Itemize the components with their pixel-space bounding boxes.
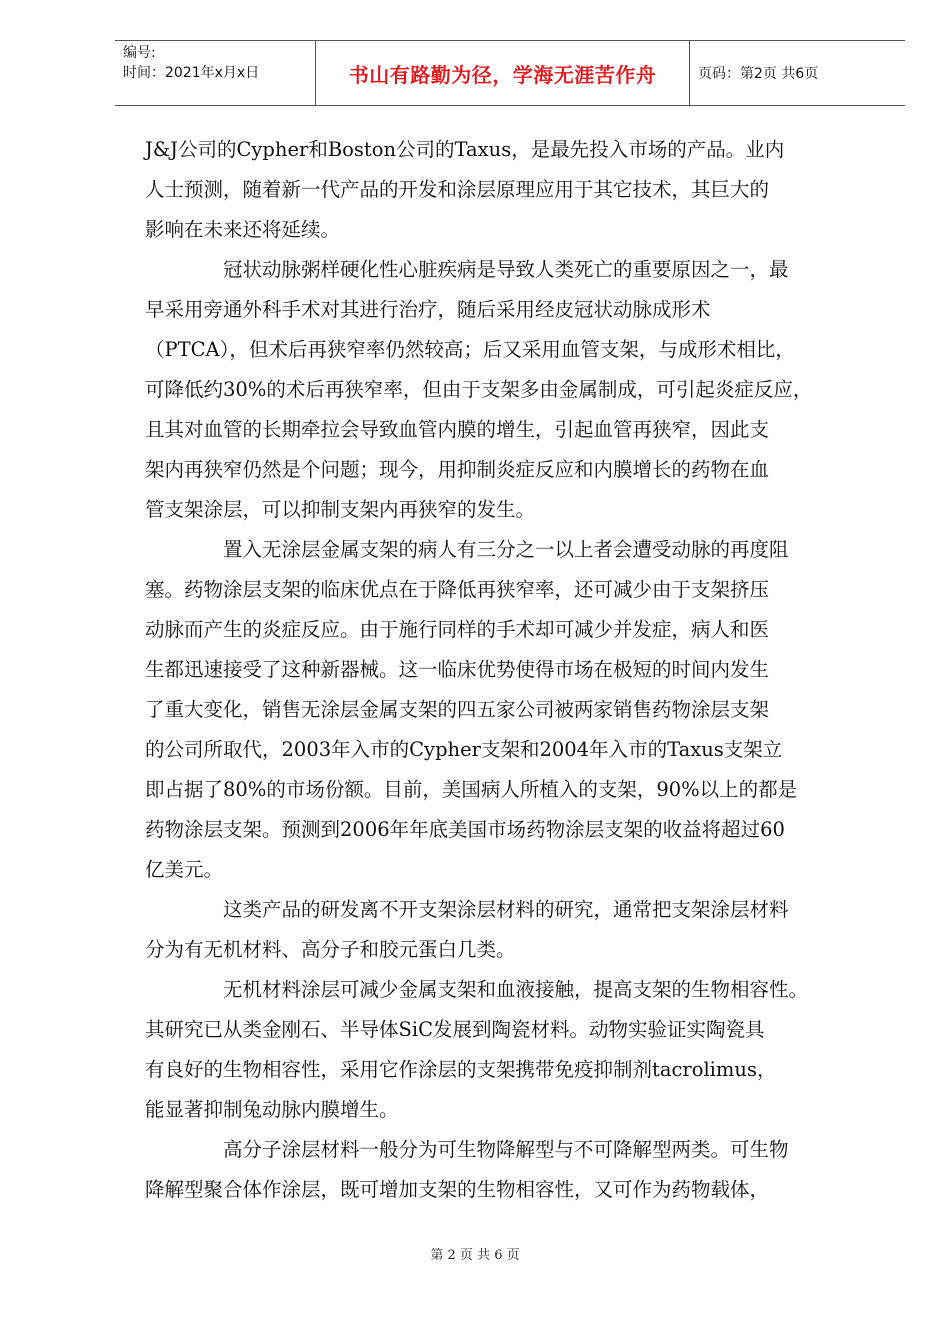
footer-page-number: 第 2 页 共 6 页 (430, 1248, 520, 1263)
body-text-line: 塞。药物涂层支架的临床优点在于降低再狭窄率，还可减少由于支架挤压 (145, 578, 770, 601)
body-text-line: 有良好的生物相容性，采用它作涂层的支架携带免疫抑制剂tacrolimus， (145, 1058, 777, 1081)
body-text-line: 早采用旁通外科手术对其进行治疗，随后采用经皮冠状动脉成形术 (145, 298, 711, 321)
body-text-line: 无机材料涂层可减少金属支架和血液接触，提高支架的生物相容性。 (223, 978, 809, 1001)
body-text-line: 高分子涂层材料一般分为可生物降解型与不可降解型两类。可生物 (223, 1138, 789, 1161)
header-page-label: 页码：第2页 共6页 (698, 66, 819, 82)
body-text-line: 人士预测，随着新一代产品的开发和涂层原理应用于其它技术，其巨大的 (145, 178, 770, 201)
body-text-line: 即占据了80%的市场份额。目前，美国病人所植入的支架，90%以上的都是 (145, 778, 798, 801)
body-text-line: 生都迅速接受了这种新器械。这一临床优势使得市场在极短的时间内发生 (145, 658, 770, 681)
body-text-line: 且其对血管的长期牵拉会导致血管内膜的增生，引起血管再狭窄，因此支 (145, 418, 770, 441)
body-text-line: 能显著抑制兔动脉内膜增生。 (145, 1098, 399, 1121)
body-text-line: 置入无涂层金属支架的病人有三分之一以上者会遭受动脉的再度阻 (223, 538, 789, 561)
body-text-line: 影响在未来还将延续。 (145, 218, 341, 241)
page-footer (0, 1244, 950, 1263)
header-page-cell (690, 41, 905, 105)
body-text-line: 其研究已从类金刚石、半导体SiC发展到陶瓷材料。动物实验证实陶瓷具 (145, 1018, 765, 1041)
document-body (145, 130, 880, 1210)
body-text-line: 冠状动脉粥样硬化性心脏疾病是导致人类死亡的重要原因之一，最 (223, 258, 789, 281)
body-text-line: 动脉而产生的炎症反应。由于施行同样的手术却可减少并发症，病人和医 (145, 618, 770, 641)
header-motto: 书山有路勤为径，学海无涯苦作舟 (348, 62, 657, 87)
body-text-line: 的公司所取代，2003年入市的Cypher支架和2004年入市的Taxus支架立 (145, 738, 783, 761)
document-time-label: 时间：2021年x月x日 (123, 65, 260, 81)
body-text-line: 这类产品的研发离不开支架涂层材料的研究，通常把支架涂层材料 (223, 898, 789, 921)
page-header (115, 40, 905, 106)
body-text-line: 架内再狭窄仍然是个问题；现今，用抑制炎症反应和内膜增长的药物在血 (145, 458, 770, 481)
document-number-label: 编号: (123, 45, 156, 61)
header-motto-cell (316, 41, 690, 105)
body-text-line: 可降低约30%的术后再狭窄率，但由于支架多由金属制成，可引起炎症反应， (145, 378, 813, 401)
body-text-line: 分为有无机材料、高分子和胶元蛋白几类。 (145, 938, 516, 961)
header-meta (115, 41, 316, 105)
body-text-line: 降解型聚合体作涂层，既可增加支架的生物相容性，又可作为药物载体， (145, 1178, 770, 1201)
body-text-line: J&J公司的Cypher和Boston公司的Taxus，是最先投入市场的产品。业内 (145, 138, 785, 161)
body-text-line: 亿美元。 (145, 858, 224, 881)
body-text-line: 了重大变化，销售无涂层金属支架的四五家公司被两家销售药物涂层支架 (145, 698, 770, 721)
body-text-line: （PTCA），但术后再狭窄率仍然较高；后又采用血管支架，与成形术相比， (145, 338, 795, 361)
body-text-line: 管支架涂层，可以抑制支架内再狭窄的发生。 (145, 498, 536, 521)
body-text-line: 药物涂层支架。预测到2006年年底美国市场药物涂层支架的收益将超过60 (145, 818, 785, 841)
